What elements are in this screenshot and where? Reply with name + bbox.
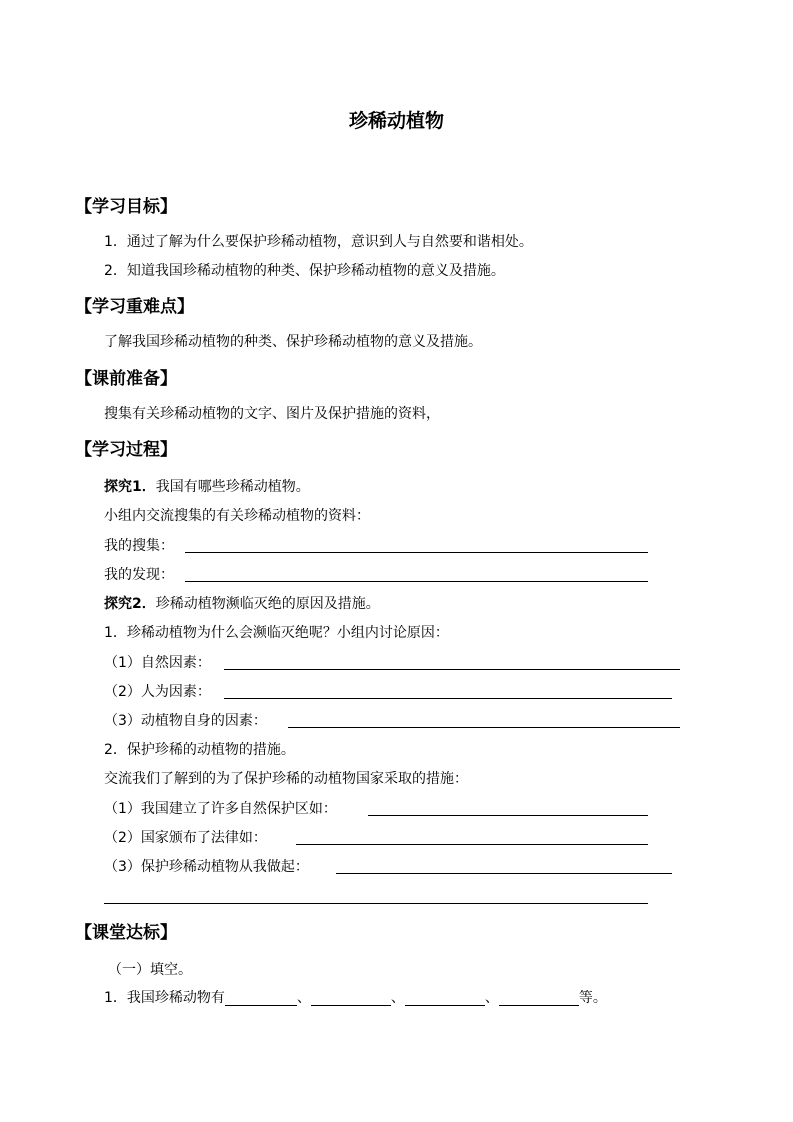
explore2-instruction2: 交流我们了解到的为了保护珍稀的动植物国家采取的措施： bbox=[104, 771, 468, 787]
me-blank-continued[interactable] bbox=[104, 903, 648, 904]
explore1-instruction: 小组内交流搜集的有关珍稀动植物的资料： bbox=[104, 508, 370, 524]
explore1-label: 探究1． bbox=[104, 479, 156, 495]
animal-blank-3[interactable] bbox=[405, 989, 485, 1006]
section-heading-process: 【学习过程】 bbox=[75, 440, 177, 460]
self-factors-blank[interactable] bbox=[288, 727, 680, 728]
self-factors-label: （3）动植物自身的因素： bbox=[104, 713, 267, 729]
reserves-blank[interactable] bbox=[368, 815, 648, 816]
explore2-text: 珍稀动植物濒临灭绝的原因及措施。 bbox=[155, 596, 380, 612]
separator: 、 bbox=[296, 990, 311, 1006]
section-heading-preparation: 【课前准备】 bbox=[75, 369, 177, 389]
section-heading-classwork: 【课堂达标】 bbox=[75, 923, 177, 943]
separator: 、 bbox=[390, 990, 405, 1006]
explore1-line bbox=[104, 477, 310, 497]
objective-item: 2．知道我国珍稀动植物的种类、保护珍稀动植物的意义及措施。 bbox=[104, 263, 505, 279]
page-title: 珍稀动植物 bbox=[348, 110, 444, 132]
question1-suffix: 等。 bbox=[578, 990, 607, 1006]
explore2-question1: 1．珍稀动植物为什么会濒临灭绝呢？小组内讨论原因： bbox=[104, 625, 449, 641]
classwork-question1 bbox=[104, 988, 607, 1008]
classwork-part1: （一）填空。 bbox=[108, 962, 192, 978]
reserves-label: （1）我国建立了许多自然保护区如： bbox=[104, 801, 337, 817]
my-finding-label: 我的发现： bbox=[104, 567, 174, 583]
preparation-text: 搜集有关珍稀动植物的文字、图片及保护措施的资料， bbox=[104, 406, 440, 422]
key-points-text: 了解我国珍稀动植物的种类、保护珍稀动植物的意义及措施。 bbox=[104, 334, 482, 350]
section-heading-objectives: 【学习目标】 bbox=[75, 197, 177, 217]
explore2-line bbox=[104, 594, 380, 614]
explore2-question2: 2．保护珍稀的动植物的措施。 bbox=[104, 742, 295, 758]
natural-factors-label: （1）自然因素： bbox=[104, 655, 211, 671]
section-heading-key-points: 【学习重难点】 bbox=[75, 297, 194, 317]
my-collection-label: 我的搜集： bbox=[104, 538, 174, 554]
animal-blank-1[interactable] bbox=[225, 989, 297, 1006]
me-blank[interactable] bbox=[336, 873, 672, 874]
laws-blank[interactable] bbox=[296, 844, 648, 845]
separator: 、 bbox=[484, 990, 499, 1006]
objective-item: 1．通过了解为什么要保护珍稀动植物，意识到人与自然要和谐相处。 bbox=[104, 234, 533, 250]
me-label: （3）保护珍稀动植物从我做起： bbox=[104, 859, 309, 875]
my-finding-blank[interactable] bbox=[185, 581, 648, 582]
explore2-label: 探究2． bbox=[104, 596, 156, 612]
natural-factors-blank[interactable] bbox=[224, 669, 680, 670]
animal-blank-4[interactable] bbox=[499, 989, 579, 1006]
explore1-text: 我国有哪些珍稀动植物。 bbox=[155, 479, 310, 495]
question1-prefix: 1．我国珍稀动物有 bbox=[104, 990, 225, 1006]
human-factors-blank[interactable] bbox=[224, 698, 672, 699]
animal-blank-2[interactable] bbox=[311, 989, 391, 1006]
my-collection-blank[interactable] bbox=[185, 552, 648, 553]
human-factors-label: （2）人为因素： bbox=[104, 684, 211, 700]
laws-label: （2）国家颁布了法律如： bbox=[104, 830, 267, 846]
